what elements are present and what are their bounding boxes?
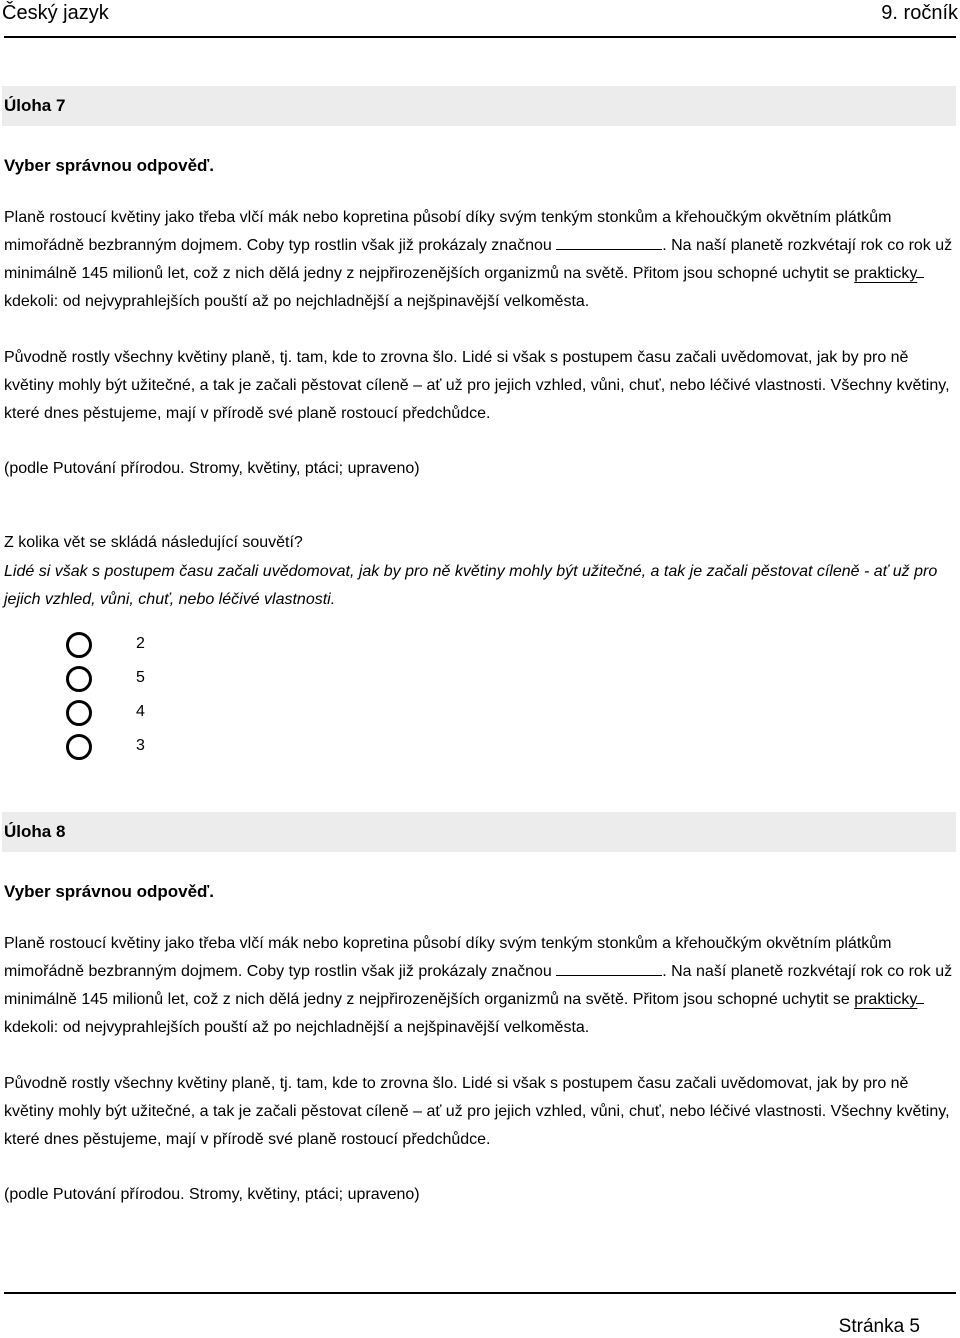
underlined-word: prakticky: [854, 265, 918, 282]
option-label: 2: [136, 635, 145, 652]
header-divider: [4, 36, 956, 38]
task-8-paragraph-2: Původně rostly všechny květiny planě, tj. tam, kde to zrovna šlo. Lidé si však s postupem času začali uvědomovat, jak by pro ně květiny mohly být užitečné, a tak je začali pěstovat cíleně – ať už pro jejich vzhled, vůni, chuť, nebo léčivé vlastnosti. Všechny květiny, které dnes pěstujeme, mají v přírodě své planě rostoucí předchůdce.: [4, 1075, 950, 1148]
task-7-source: (podle Putování přírodou. Stromy, květiny, ptáci; upraveno): [4, 460, 420, 477]
task-8-source: (podle Putování přírodou. Stromy, květiny, ptáci; upraveno): [4, 1186, 420, 1203]
radio-button-icon[interactable]: [66, 666, 92, 692]
underline-extension: [916, 261, 924, 278]
task-8-instruction: Vyber správnou odpověď.: [4, 882, 214, 901]
radio-button-icon[interactable]: [66, 700, 92, 726]
page-number: Stránka 5: [838, 1316, 920, 1337]
underlined-word: prakticky: [854, 991, 918, 1008]
option-label: 5: [136, 669, 145, 686]
subject-title: Český jazyk: [2, 2, 109, 24]
paragraph-text: Planě rostoucí květiny jako třeba vlčí mák nebo kopretina působí díky svým tenkým stonkům a křehoučkým okvětním plátkům mimořádně bezbranným dojmem. Coby typ rostlin však již prokázaly značnou: [4, 935, 892, 980]
paragraph-text: . Na naší planetě rozkvétají rok co rok už minimálně 145 milionů let, což z nich dělá jedny z nejpřirozenějších organizmů na světě. Přitom jsou schopné uchytit se: [4, 237, 953, 282]
paragraph-text: kdekoli: od nejvyprahlejších pouští až po nejchladnější a nejšpinavější velkoměsta.: [4, 293, 590, 310]
option-label: 4: [136, 703, 145, 720]
grade-label: 9. ročník: [881, 2, 958, 24]
footer-divider: [4, 1292, 956, 1294]
task-7-title: Úloha 7: [2, 86, 956, 126]
option-label: 3: [136, 737, 145, 754]
underline-extension: [916, 987, 924, 1004]
task-7-paragraph-1: [4, 204, 958, 316]
text-blank: [556, 233, 662, 250]
radio-button-icon[interactable]: [66, 734, 92, 760]
task-7-instruction: Vyber správnou odpověď.: [4, 156, 214, 175]
paragraph-text: kdekoli: od nejvyprahlejších pouští až po nejchladnější a nejšpinavější velkoměsta.: [4, 1019, 590, 1036]
paragraph-text: Planě rostoucí květiny jako třeba vlčí mák nebo kopretina působí díky svým tenkým stonkům a křehoučkým okvětním plátkům mimořádně bezbranným dojmem. Coby typ rostlin však již prokázaly značnou: [4, 209, 892, 254]
task-7-quote: Lidé si však s postupem času začali uvědomovat, jak by pro ně květiny mohly být užitečné, a tak je začali pěstovat cíleně - ať už pro jejich vzhled, vůni, chuť, nebo léčivé vlastnosti.: [4, 563, 938, 608]
task-7-paragraph-2: Původně rostly všechny květiny planě, tj. tam, kde to zrovna šlo. Lidé si však s postupem času začali uvědomovat, jak by pro ně květiny mohly být užitečné, a tak je začali pěstovat cíleně – ať už pro jejich vzhled, vůni, chuť, nebo léčivé vlastnosti. Všechny květiny, které dnes pěstujeme, mají v přírodě své planě rostoucí předchůdce.: [4, 349, 950, 422]
paragraph-text: . Na naší planetě rozkvétají rok co rok už minimálně 145 milionů let, což z nich dělá jedny z nejpřirozenějších organizmů na světě. Přitom jsou schopné uchytit se: [4, 963, 953, 1008]
task-8-title: Úloha 8: [2, 812, 956, 852]
radio-button-icon[interactable]: [66, 632, 92, 658]
task-7-question: Z kolika vět se skládá následující souvětí?: [4, 534, 303, 551]
text-blank: [556, 959, 662, 976]
task-8-paragraph-1: [4, 930, 958, 1042]
